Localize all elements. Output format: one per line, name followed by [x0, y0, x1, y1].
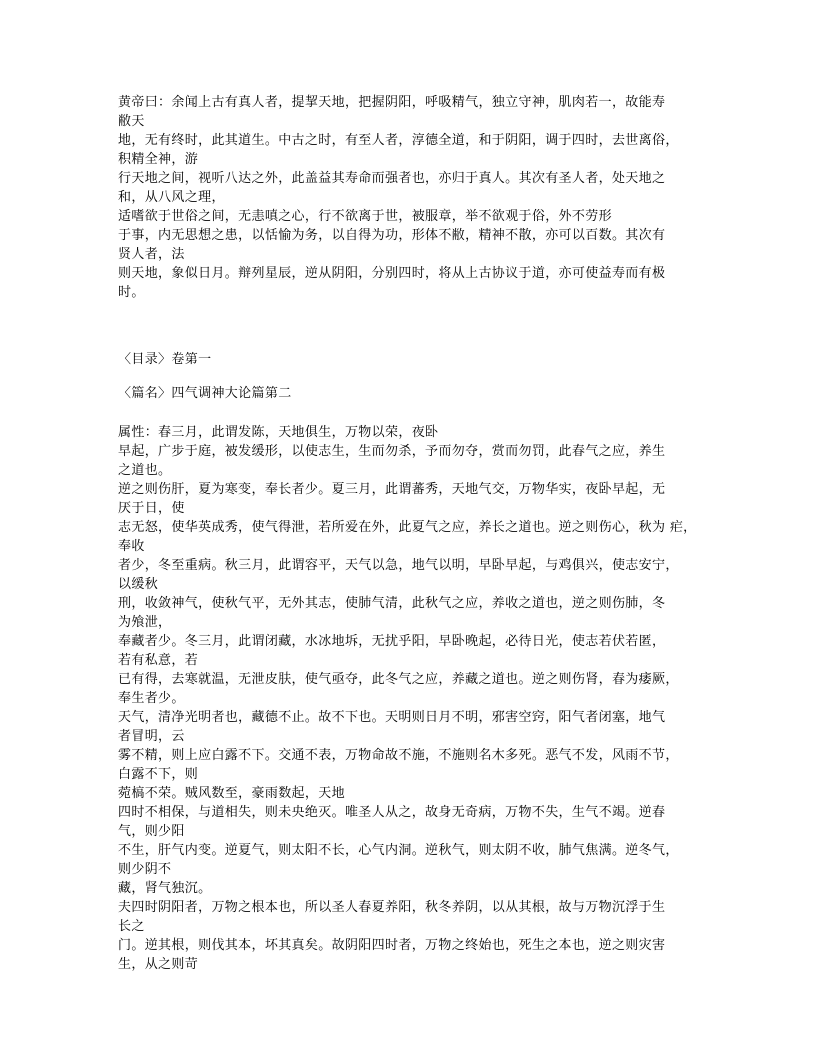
text-line: 贤人者，法 [118, 247, 185, 262]
text-line: 已有得，去寒就温，无泄皮肤，使气亟夺，此冬气之应，养藏之道也。逆之则伤肾，春为痿厥， [118, 672, 679, 687]
text-line: 雾不精，则上应白露不下。交通不表，万物命故不施，不施则名木多死。恶气不发，风雨不节， [118, 748, 679, 763]
text-line: 以缓秋 [118, 577, 159, 592]
chapter-heading: 〈篇名〉四气调神大论篇第二 [118, 386, 292, 401]
text-line: 菀槁不荣。贼风数至，豪雨数起，天地 [118, 786, 345, 801]
text-line: 若有私意，若 [118, 653, 199, 668]
body-paragraph [118, 423, 708, 974]
text-line: 白露不下，则 [118, 767, 199, 782]
text-line: 气，则少阳 [118, 824, 185, 839]
text-line: 适嗜欲于世俗之间，无恚嗔之心，行不欲离于世，被服章，举不欲观于俗，外不劳形 [118, 209, 612, 224]
text-line: 志无怒，使华英成秀，使气得泄，若所爱在外，此夏气之应，养长之道也。逆之则伤心，秋为 疟， [118, 520, 697, 535]
text-line: 逆之则伤肝，夏为寒变，奉长者少。夏三月，此谓蕃秀，天地气交，万物华实，夜卧早起，无 [118, 482, 666, 497]
text-line: 和，从八风之理， [118, 190, 225, 205]
text-line: 时。 [118, 285, 145, 300]
text-line: 行天地之间，视听八达之外，此盖益其寿命而强者也，亦归于真人。其次有圣人者，处天地之 [118, 171, 666, 186]
text-line: 积精全神，游 [118, 152, 199, 167]
text-line: 者冒明，云 [118, 729, 185, 744]
text-line: 早起，广步于庭，被发缓形，以使志生，生而勿杀，予而勿夺，赏而勿罚，此春气之应，养生 [118, 444, 666, 459]
text-line: 为飧泄， [118, 615, 172, 630]
chapter-heading-block [118, 384, 708, 403]
text-line: 者少，冬至重病。秋三月，此谓容平，天气以急，地气以明，早卧早起，与鸡俱兴，使志安宁， [118, 558, 679, 573]
text-line: 刑，收敛神气，使秋气平，无外其志，使肺气清，此秋气之应，养收之道也，逆之则伤肺，冬 [118, 596, 666, 611]
text-line: 夫四时阴阳者，万物之根本也，所以圣人春夏养阳，秋冬养阴，以从其根，故与万物沉浮于生 [118, 900, 666, 915]
text-line: 奉藏者少。冬三月，此谓闭藏，水冰地坼，无扰乎阳，早卧晚起，必待日光，使志若伏若匿， [118, 634, 666, 649]
catalog-heading: 〈目录〉卷第一 [118, 352, 212, 367]
catalog-heading-block [118, 350, 708, 369]
text-line: 天气，清净光明者也，藏德不止。故不下也。天明则日月不明，邪害空窍，阳气者闭塞，地气 [118, 710, 666, 725]
text-line: 四时不相保，与道相失，则未央绝灭。唯圣人从之，故身无奇病，万物不失，生气不竭。逆春 [118, 805, 666, 820]
text-line: 不生，肝气内变。逆夏气，则太阳不长，心气内洞。逆秋气，则太阴不收，肺气焦满。逆冬气， [118, 843, 679, 858]
text-line: 藏，肾气独沉。 [118, 881, 212, 896]
text-line: 地，无有终时，此其道生。中古之时，有至人者，淳德全道，和于阴阳，调于四时，去世离俗， [118, 133, 679, 148]
text-line: 奉收 [118, 539, 145, 554]
text-line: 敝天 [118, 114, 145, 129]
text-line: 门。逆其根，则伐其本，坏其真矣。故阴阳四时者，万物之终始也，死生之本也，逆之则灾害 [118, 938, 666, 953]
text-line: 生，从之则苛 [118, 957, 199, 972]
text-line: 于事，内无思想之患，以恬愉为务，以自得为功，形体不敝，精神不散，亦可以百数。其次有 [118, 228, 666, 243]
text-line: 奉生者少。 [118, 691, 185, 706]
text-line: 黄帝曰：余闻上古有真人者，提挈天地，把握阴阳，呼吸精气，独立守神，肌肉若一，故能寿 [118, 95, 666, 110]
intro-paragraph [118, 93, 708, 302]
text-line: 之道也。 [118, 463, 172, 478]
text-line: 则天地，象似日月。辩列星辰，逆从阴阳，分别四时，将从上古协议于道，亦可使益寿而有极 [118, 266, 666, 281]
text-line: 长之 [118, 919, 145, 934]
text-line: 属性：春三月，此谓发陈，天地俱生，万物以荣，夜卧 [118, 425, 439, 440]
text-line: 厌于日，使 [118, 501, 185, 516]
text-line: 则少阴不 [118, 862, 172, 877]
